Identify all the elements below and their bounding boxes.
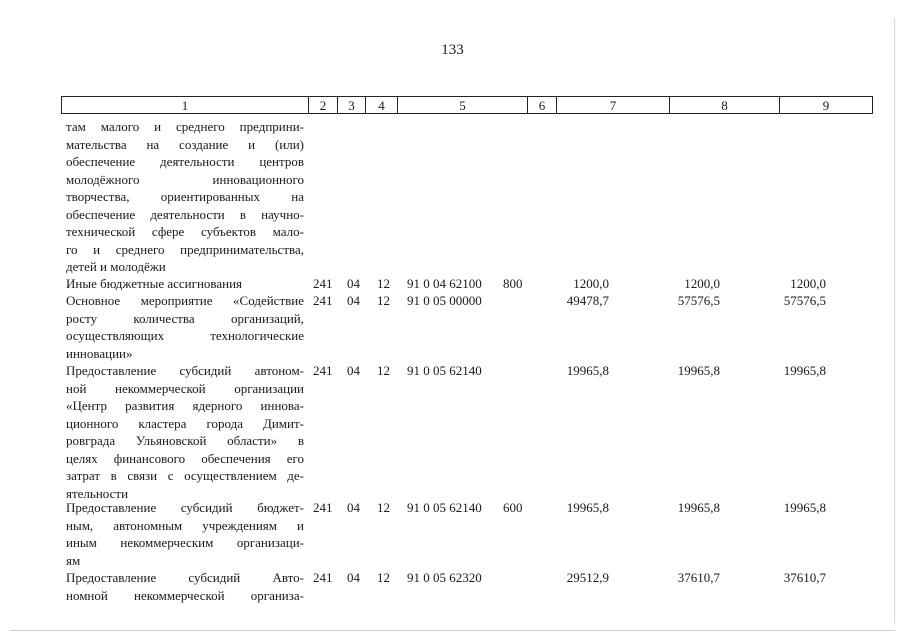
cell-c3: 04 bbox=[347, 293, 360, 308]
description-line: Предоставление субсидий Авто- bbox=[66, 570, 304, 585]
description-line: Предоставление субсидий автоном- bbox=[66, 363, 304, 378]
cell-c7: 19965,8 bbox=[566, 500, 609, 515]
cell-c3: 04 bbox=[347, 363, 360, 378]
cell-c9: 1200,0 bbox=[790, 276, 826, 291]
cell-c2: 241 bbox=[313, 363, 333, 378]
description-line: ным, автономным учреждениям и bbox=[66, 517, 304, 533]
cell-c9: 37610,7 bbox=[783, 570, 826, 585]
header-col-5: 5 bbox=[398, 97, 528, 113]
cell-c6: 800 bbox=[503, 276, 523, 291]
cell-c5: 91 0 04 62100 bbox=[407, 276, 482, 291]
description-line: го и среднего предпринимательства, bbox=[66, 241, 304, 257]
scan-edge-bottom bbox=[10, 630, 895, 631]
cell-c5: 91 0 05 62140 bbox=[407, 500, 482, 515]
cell-c9: 19965,8 bbox=[783, 500, 826, 515]
header-col-7: 7 bbox=[557, 97, 670, 113]
description-line: творчества, ориентированных на bbox=[66, 189, 304, 204]
cell-c3: 04 bbox=[347, 276, 360, 291]
description-line: обеспечение деятельности в научно- bbox=[66, 206, 304, 222]
cell-c3: 04 bbox=[347, 500, 360, 515]
row-description bbox=[66, 362, 304, 502]
description-line: затрат в связи с осуществлением де- bbox=[66, 468, 304, 483]
description-line: ровграда Ульяновской области» в bbox=[66, 433, 304, 448]
cell-c4: 12 bbox=[377, 570, 390, 585]
header-col-1: 1 bbox=[62, 97, 309, 113]
cell-c2: 241 bbox=[313, 500, 333, 515]
description-line: иным некоммерческим организаци- bbox=[66, 535, 304, 550]
cell-c8: 37610,7 bbox=[677, 570, 720, 585]
description-line: росту количества организаций, bbox=[66, 310, 304, 326]
cell-c8: 57576,5 bbox=[677, 293, 720, 308]
cell-c4: 12 bbox=[377, 363, 390, 378]
cell-c7: 1200,0 bbox=[573, 276, 609, 291]
description-line: «Центр развития ядерного иннова- bbox=[66, 398, 304, 413]
row-description bbox=[66, 569, 304, 604]
cell-c5: 91 0 05 00000 bbox=[407, 293, 482, 308]
description-line: обеспечение деятельности центров bbox=[66, 154, 304, 169]
description-line: ционного кластера города Димит- bbox=[66, 415, 304, 431]
cell-c8: 1200,0 bbox=[684, 276, 720, 291]
page-number: 133 bbox=[441, 42, 464, 58]
description-line: детей и молодёжи bbox=[66, 259, 166, 274]
cell-c4: 12 bbox=[377, 276, 390, 291]
description-line: молодёжного инновационного bbox=[66, 171, 304, 187]
description-line: ятельности bbox=[66, 485, 129, 501]
description-line: целях финансового обеспечения его bbox=[66, 450, 304, 466]
row-description bbox=[66, 275, 304, 293]
scan-edge-right bbox=[894, 18, 895, 623]
row-description bbox=[66, 118, 304, 276]
cell-c7: 29512,9 bbox=[566, 570, 609, 585]
description-line: инновации» bbox=[66, 345, 133, 361]
cell-c3: 04 bbox=[347, 570, 360, 585]
cell-c2: 241 bbox=[313, 570, 333, 585]
description-line: мательства на создание и (или) bbox=[66, 136, 304, 152]
cell-c8: 19965,8 bbox=[677, 500, 720, 515]
cell-c9: 57576,5 bbox=[783, 293, 826, 308]
header-col-8: 8 bbox=[670, 97, 780, 113]
header-col-6: 6 bbox=[528, 97, 557, 113]
header-col-9: 9 bbox=[822, 98, 830, 113]
description-line: там малого и среднего предприни- bbox=[66, 119, 304, 134]
description-line: Основное мероприятие «Содействие bbox=[66, 293, 304, 308]
cell-c5: 91 0 05 62140 bbox=[407, 363, 482, 378]
cell-c2: 241 bbox=[313, 293, 333, 308]
cell-c7: 19965,8 bbox=[566, 363, 609, 378]
row-description bbox=[66, 292, 304, 362]
cell-c6: 600 bbox=[503, 500, 523, 515]
cell-c5: 91 0 05 62320 bbox=[407, 570, 482, 585]
row-description bbox=[66, 499, 304, 569]
cell-c4: 12 bbox=[377, 293, 390, 308]
description-line: Иные бюджетные ассигнования bbox=[66, 276, 243, 291]
cell-c4: 12 bbox=[377, 500, 390, 515]
cell-c7: 49478,7 bbox=[566, 293, 609, 308]
header-col-2: 2 bbox=[309, 97, 338, 113]
header-col-4: 4 bbox=[366, 97, 398, 113]
description-line: ям bbox=[66, 552, 81, 568]
cell-c8: 19965,8 bbox=[677, 363, 720, 378]
table-header bbox=[61, 96, 873, 114]
header-col-3: 3 bbox=[338, 97, 366, 113]
cell-c9: 19965,8 bbox=[783, 363, 826, 378]
description-line: осуществляющих технологические bbox=[66, 328, 304, 343]
cell-c2: 241 bbox=[313, 276, 333, 291]
description-line: номной некоммерческой организа- bbox=[66, 587, 304, 603]
description-line: ной некоммерческой организации bbox=[66, 380, 304, 396]
description-line: технической сфере субъектов мало- bbox=[66, 224, 304, 239]
description-line: Предоставление субсидий бюджет- bbox=[66, 500, 304, 515]
